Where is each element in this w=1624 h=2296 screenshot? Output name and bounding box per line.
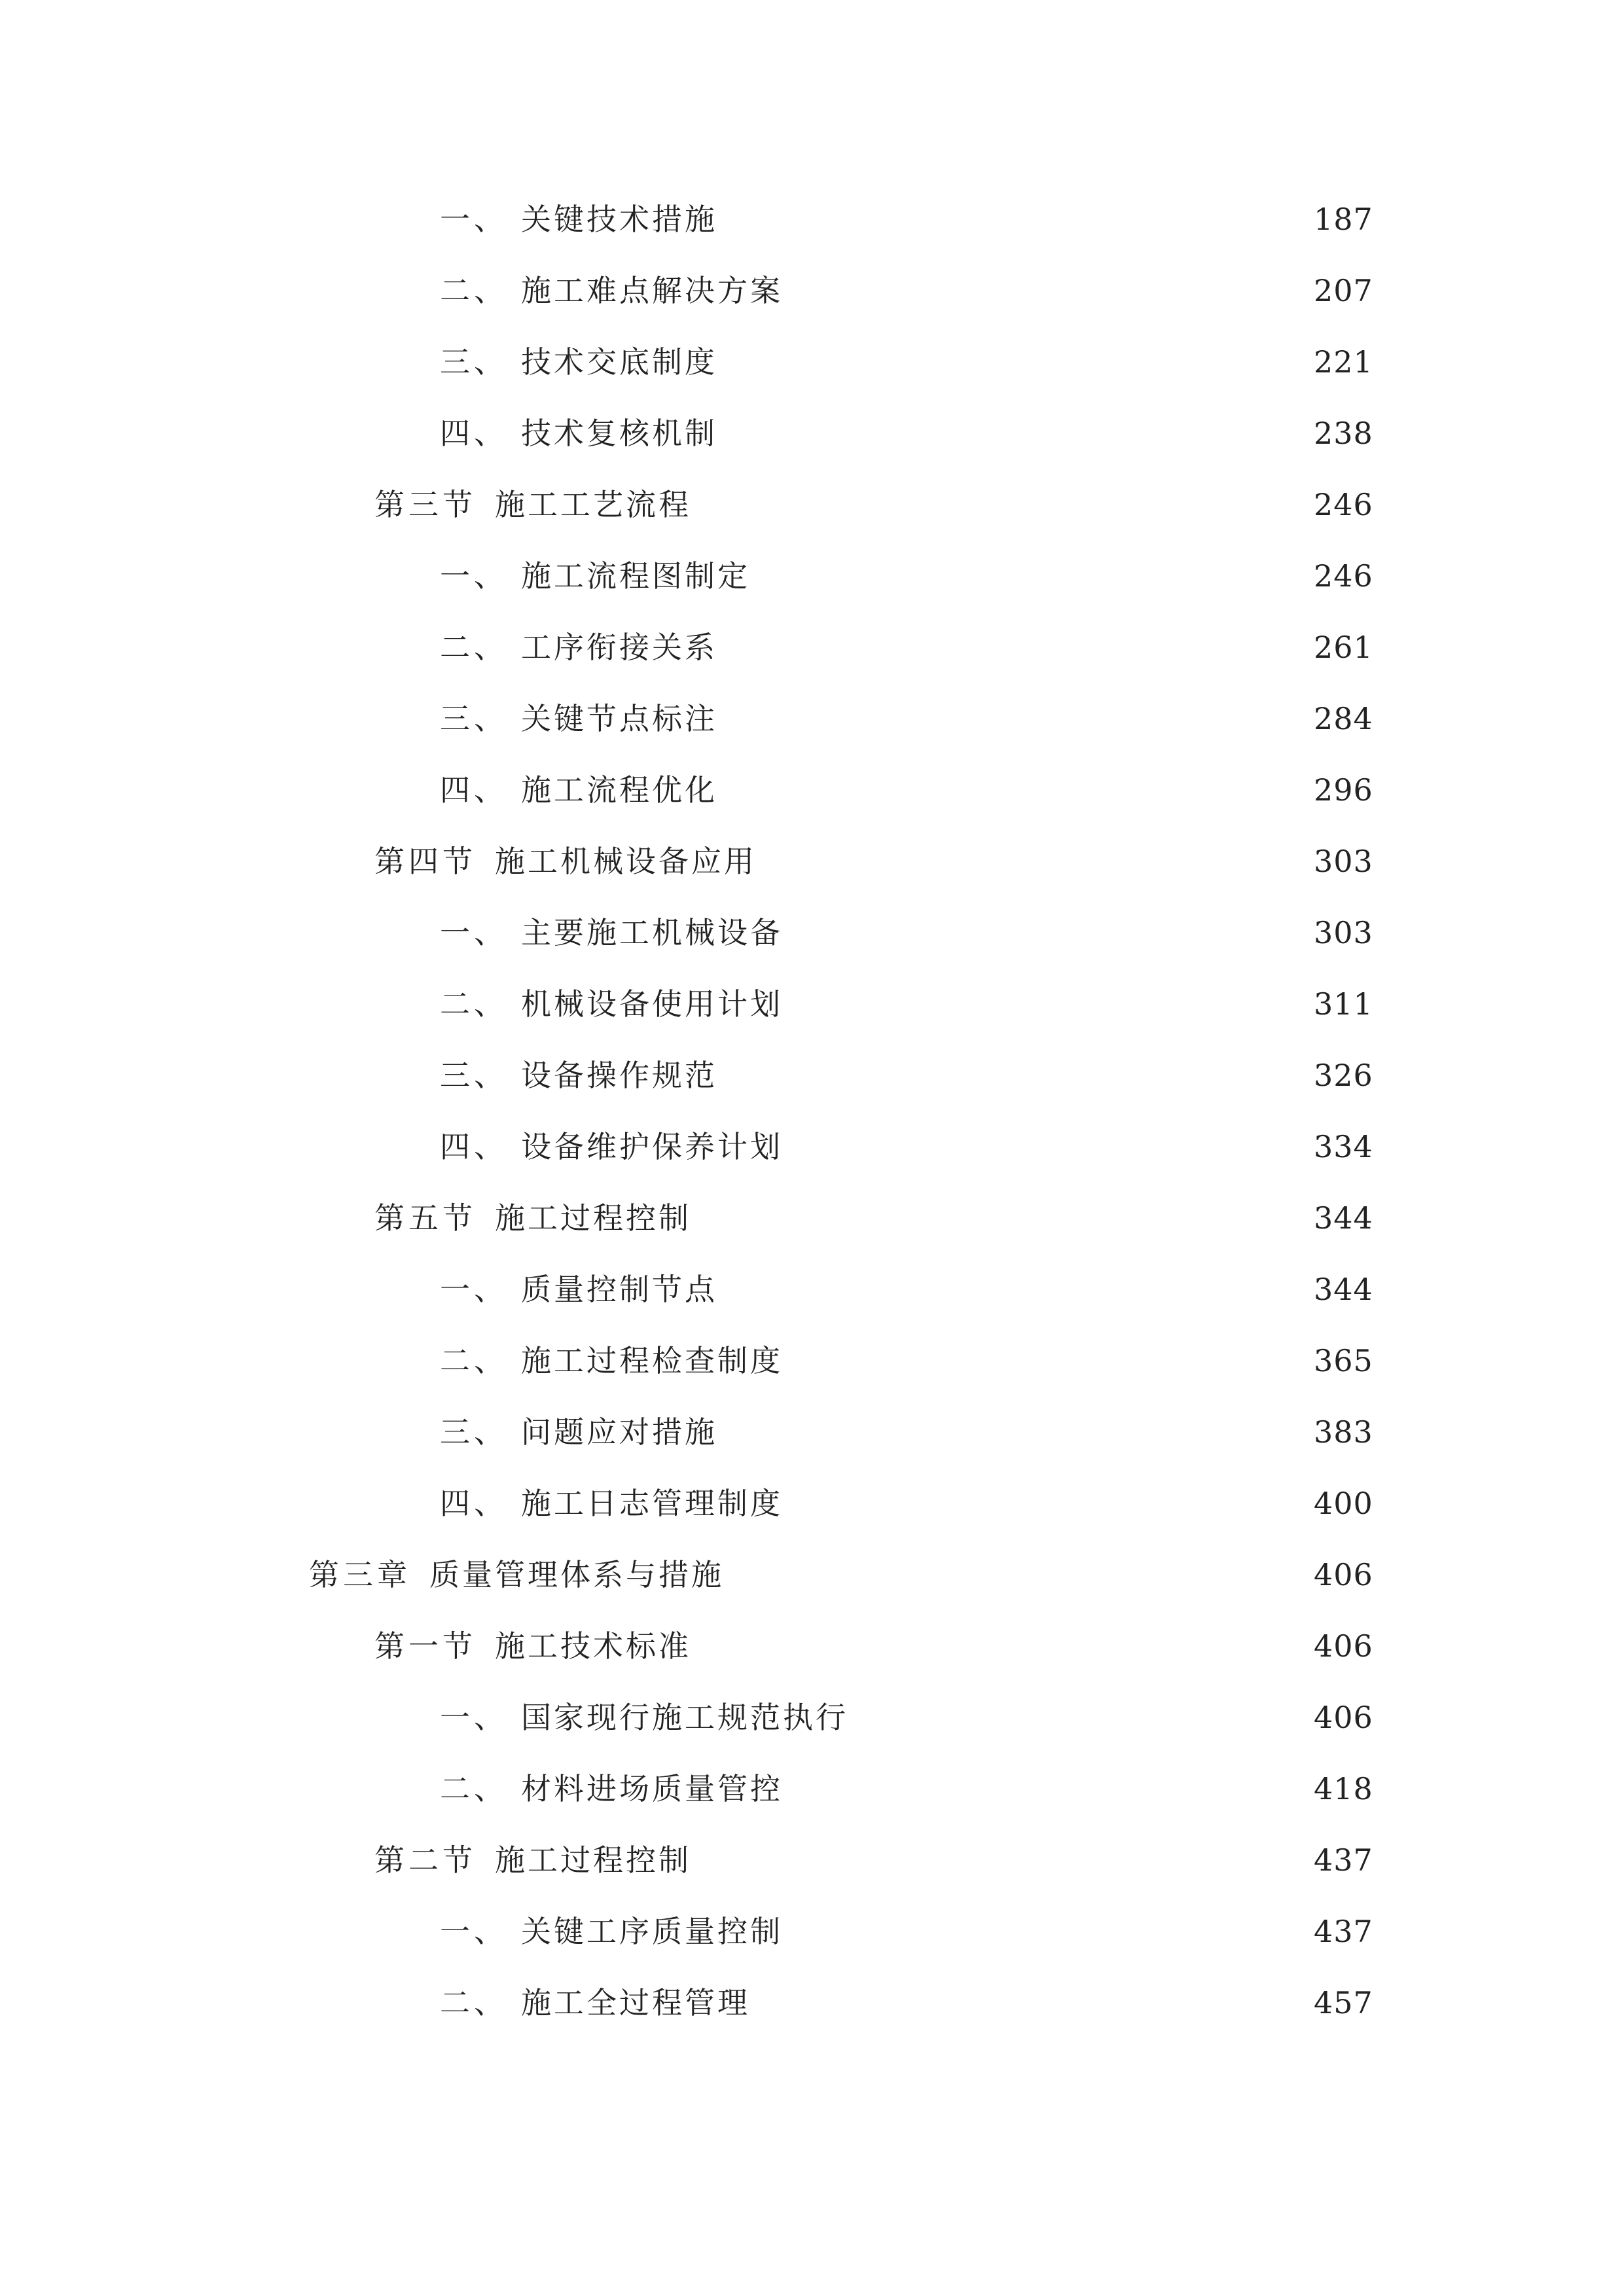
toc-entry-page-number: 344 [1314,1272,1373,1307]
toc-entry[interactable] [440,1905,1373,1958]
toc-entry[interactable] [440,1763,1373,1815]
toc-entry[interactable] [440,1263,1373,1316]
toc-entry-title: 设备操作规范 [521,1058,717,1093]
toc-section-entry[interactable] [374,478,1373,531]
dot-leader [724,336,1305,388]
toc-entry-number: 一、 [440,1700,508,1735]
toc-entry-number: 第四节 [374,844,477,879]
toc-entry-title: 工序衔接关系 [521,630,717,665]
toc-entry-number: 二、 [440,630,508,665]
toc-entry-number: 第五节 [374,1200,477,1236]
toc-entry-title: 施工难点解决方案 [521,273,783,308]
toc-entry-page-number: 238 [1314,416,1373,451]
dot-leader [731,1549,1305,1601]
toc-entry-number: 四、 [440,1129,508,1164]
toc-entry-number: 二、 [440,1343,508,1378]
dot-leader [724,193,1305,245]
toc-section-entry[interactable] [374,1620,1373,1672]
dot-leader [724,621,1305,673]
toc-entry-page-number: 303 [1314,915,1373,950]
dot-leader [698,1834,1305,1886]
toc-section-entry[interactable] [374,1834,1373,1886]
toc-entry-title: 施工流程优化 [521,772,717,808]
toc-chapter-entry[interactable] [309,1549,1373,1601]
toc-entry[interactable] [440,1049,1373,1102]
toc-entry-number: 四、 [440,772,508,808]
toc-entry-title: 机械设备使用计划 [521,986,783,1022]
toc-entry[interactable] [440,621,1373,673]
toc-entry-title: 施工流程图制定 [521,558,750,594]
toc-entry-title: 技术复核机制 [521,416,717,451]
toc-entry[interactable] [440,1477,1373,1530]
toc-entry-number: 四、 [440,416,508,451]
dot-leader [855,1691,1305,1744]
toc-entry-title: 国家现行施工规范执行 [521,1700,848,1735]
toc-entry[interactable] [440,1977,1373,2029]
toc-entry-page-number: 457 [1314,1985,1373,2020]
dot-leader [698,1192,1305,1244]
toc-entry-title: 施工过程控制 [495,1200,691,1236]
toc-entry-number: 第三章 [309,1557,411,1592]
toc-entry-title: 施工日志管理制度 [521,1486,783,1521]
toc-entry-number: 四、 [440,1486,508,1521]
toc-entry-title: 关键技术措施 [521,202,717,237]
toc-entry-title: 关键节点标注 [521,701,717,736]
toc-entry-number: 二、 [440,986,508,1022]
dot-leader [763,835,1305,888]
toc-section-entry[interactable] [374,835,1373,888]
toc-entry-title: 质量管理体系与措施 [429,1557,724,1592]
toc-entry[interactable] [440,1691,1373,1744]
toc-entry-page-number: 418 [1314,1771,1373,1806]
dot-leader [757,550,1305,602]
dot-leader [724,1263,1305,1316]
toc-entry-number: 一、 [440,202,508,237]
dot-leader [724,407,1305,459]
toc-entry-title: 设备维护保养计划 [521,1129,783,1164]
toc-entry-number: 三、 [440,344,508,380]
toc-entry-title: 施工全过程管理 [521,1985,750,2020]
dot-leader [724,764,1305,816]
toc-entry-title: 施工机械设备应用 [495,844,757,879]
toc-entry[interactable] [440,978,1373,1030]
toc-entry-page-number: 406 [1314,1700,1373,1735]
toc-entry-title: 施工技术标准 [495,1628,691,1664]
toc-entry-title: 施工过程检查制度 [521,1343,783,1378]
toc-entry-title: 问题应对措施 [521,1414,717,1450]
toc-entry-number: 第三节 [374,487,477,522]
toc-entry-number: 一、 [440,558,508,594]
dot-leader [789,1763,1305,1815]
toc-entry-number: 一、 [440,915,508,950]
toc-entry-page-number: 344 [1314,1200,1373,1236]
toc-entry-number: 第二节 [374,1842,477,1878]
toc-entry-page-number: 406 [1314,1557,1373,1592]
dot-leader [789,1121,1305,1173]
toc-entry-page-number: 326 [1314,1058,1373,1093]
toc-entry-page-number: 383 [1314,1414,1373,1450]
toc-entry-page-number: 437 [1314,1914,1373,1949]
toc-entry-title: 质量控制节点 [521,1272,717,1307]
toc-entry-page-number: 246 [1314,487,1373,522]
toc-entry-page-number: 221 [1314,344,1373,380]
toc-entry-page-number: 365 [1314,1343,1373,1378]
toc-entry-title: 关键工序质量控制 [521,1914,783,1949]
toc-entry[interactable] [440,764,1373,816]
toc-entry-number: 三、 [440,1058,508,1093]
dot-leader [724,692,1305,745]
toc-entry-number: 一、 [440,1272,508,1307]
toc-entry-title: 技术交底制度 [521,344,717,380]
toc-entry-page-number: 303 [1314,844,1373,879]
toc-entry[interactable] [440,692,1373,745]
dot-leader [789,1335,1305,1387]
toc-entry[interactable] [440,336,1373,388]
toc-entry[interactable] [440,407,1373,459]
toc-entry-number: 第一节 [374,1628,477,1664]
dot-leader [789,264,1305,317]
toc-entry[interactable] [440,1406,1373,1458]
toc-entry[interactable] [440,264,1373,317]
toc-entry-title: 施工工艺流程 [495,487,691,522]
toc-entry[interactable] [440,550,1373,602]
toc-entry-number: 一、 [440,1914,508,1949]
dot-leader [724,1406,1305,1458]
toc-entry-title: 施工过程控制 [495,1842,691,1878]
toc-entry-number: 二、 [440,273,508,308]
toc-entry-page-number: 296 [1314,772,1373,808]
toc-entry-page-number: 437 [1314,1842,1373,1878]
toc-entry[interactable] [440,1121,1373,1173]
dot-leader [698,478,1305,531]
dot-leader [789,978,1305,1030]
toc-entry-page-number: 311 [1314,986,1373,1022]
toc-entry-number: 三、 [440,1414,508,1450]
toc-entry-page-number: 400 [1314,1486,1373,1521]
toc-entry-page-number: 334 [1314,1129,1373,1164]
toc-entry-title: 主要施工机械设备 [521,915,783,950]
toc-entry-page-number: 406 [1314,1628,1373,1664]
dot-leader [698,1620,1305,1672]
toc-entry-page-number: 207 [1314,273,1373,308]
dot-leader [789,906,1305,959]
dot-leader [789,1905,1305,1958]
toc-entry-title: 材料进场质量管控 [521,1771,783,1806]
dot-leader [789,1477,1305,1530]
dot-leader [724,1049,1305,1102]
toc-entry[interactable] [440,906,1373,959]
toc-entry-page-number: 261 [1314,630,1373,665]
toc-entry-number: 二、 [440,1771,508,1806]
toc-entry-number: 二、 [440,1985,508,2020]
toc-entry-page-number: 187 [1314,202,1373,237]
toc-entry-page-number: 246 [1314,558,1373,594]
toc-entry-page-number: 284 [1314,701,1373,736]
dot-leader [757,1977,1305,2029]
toc-entry[interactable] [440,193,1373,245]
toc-entry[interactable] [440,1335,1373,1387]
toc-entry-number: 三、 [440,701,508,736]
toc-section-entry[interactable] [374,1192,1373,1244]
